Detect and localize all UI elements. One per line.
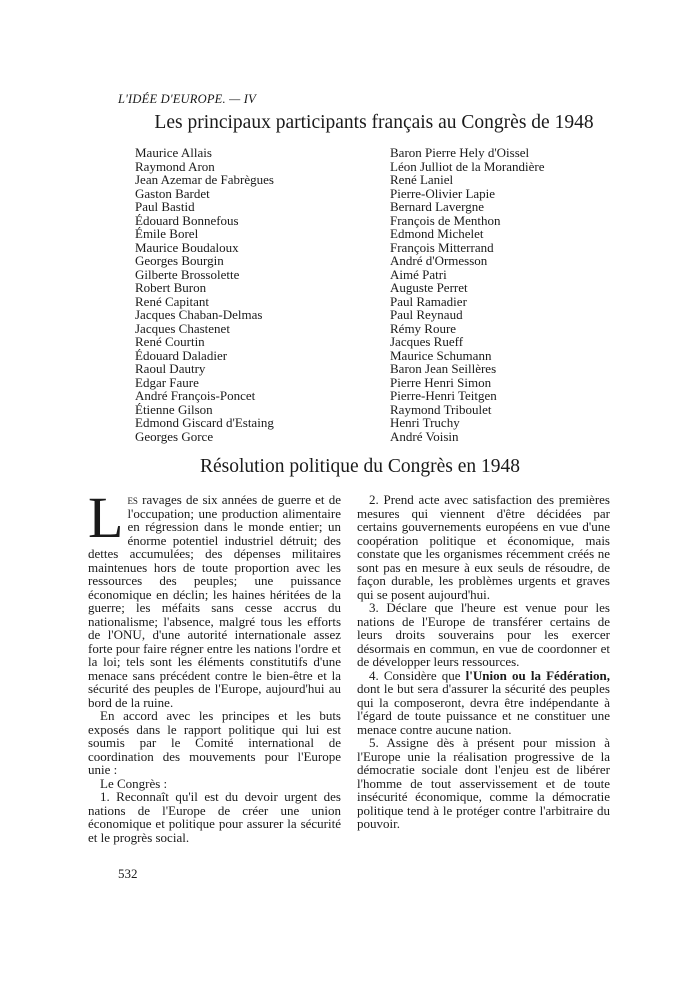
participant-name: Georges Bourgin (135, 253, 224, 268)
participant-name: Henri Truchy (390, 415, 460, 430)
participant-name: Gaston Bardet (135, 185, 210, 201)
participant-name: Pierre Henri Simon (390, 374, 492, 390)
participant-name: Baron Jean Seillères (390, 361, 497, 376)
participant-name: Gilberte Brossolette (135, 266, 240, 282)
participant-name: André Voisin (390, 428, 459, 444)
participant-name: Émile Borel (135, 226, 199, 241)
participant-name: René Capitant (135, 293, 210, 309)
participants-list-right (390, 146, 545, 443)
participant-name: Raymond Triboulet (390, 401, 492, 417)
resolution-paragraph (357, 669, 610, 737)
resolution-column-right (357, 493, 610, 831)
participant-name: Jacques Chaban-Delmas (135, 307, 263, 322)
paragraph-rest: dont le but sera d'assurer la sécurité des peuples qui la composeront, devra être indépendante à l'égard de toute puissance et ne constituer une menace contre aucune nation. (357, 681, 610, 737)
participant-name: Jacques Chastenet (135, 320, 230, 336)
participant-name: René Laniel (390, 172, 454, 187)
participant-name: Aimé Patri (390, 266, 447, 282)
resolution-paragraph: En accord avec les principes et les buts exposés dans le rapport politique qui lui est soumis par le Comité international de coordination des mouvements pour l'Europe unie : (88, 708, 341, 777)
resolution-paragraph: 1. Reconnaît qu'il est du devoir urgent des nations de l'Europe de créer une union économique et politique pour assurer la sécurité et le progrès social. (88, 789, 341, 845)
participant-name: Paul Reynaud (390, 307, 463, 322)
intro-text: ravages de six années de guerre et de l'occupation; une production alimentaire en régression dans le monde entier; un énorme potentiel industriel détruit; des dettes accumulées; des dépenses militaires maintenues hors de toute proportion avec les ressources des peuples; une puissance économique en déclin; les haines héritées de la guerre; les méfaits sans cesse accrus du nationalisme; l'absence, malgré tous les efforts de l'ONU, d'une autorité internationale assez forte pour faire régner entre les nations l'ordre et la loi; tels sont les éléments constitutifs d'une menace sans précédent contre le bien-être et la sécurité des peuples de l'Europe, aujourd'hui au bord de la ruine. (88, 492, 341, 710)
participant-name: Maurice Schumann (390, 347, 492, 363)
bold-phrase: l'Union ou la Fédération, (465, 667, 610, 683)
running-head: L'IDÉE D'EUROPE. — IV (118, 92, 256, 106)
participant-name: André d'Ormesson (390, 253, 488, 268)
participant-name: Bernard Lavergne (390, 199, 484, 214)
participants-list-left (135, 146, 274, 443)
participant-name: Maurice Boudaloux (135, 239, 239, 255)
participant-name: Étienne Gilson (135, 401, 213, 417)
participant-name: Maurice Allais (135, 145, 212, 160)
participant-name: Édouard Bonnefous (135, 212, 239, 228)
participant-name: Georges Gorce (135, 428, 214, 444)
paragraph-start: 4. Considère que (369, 667, 466, 683)
participant-name: Édouard Daladier (135, 347, 228, 363)
participants-title: Les principaux participants français au Congrès de 1948 (154, 112, 594, 133)
participant-name: Edmond Michelet (390, 226, 484, 241)
resolution-column-left (88, 485, 341, 845)
participant-name: Raoul Dautry (135, 361, 206, 376)
participant-name: André François-Poncet (135, 388, 256, 403)
resolution-paragraph: 3. Déclare que l'heure est venue pour les nations de l'Europe de transférer certains de leurs droits souverains pour les exercer désormais en commun, en vue de coordonner et de développer leurs ressources. (357, 600, 610, 669)
resolution-paragraph: 5. Assigne dès à présent pour mission à l'Europe unie la réalisation progressive de la démocratie sociale dont l'enjeu est de libérer l'homme de tout asservissement et de toute insécurité économique, comme la démocratie politique tend à le protéger contre l'arbitraire du pouvoir. (357, 735, 610, 831)
participant-name: Robert Buron (135, 280, 207, 295)
participant-name: Jean Azemar de Fabrègues (135, 172, 274, 187)
participant-name: Raymond Aron (135, 158, 215, 174)
participant-name: René Courtin (135, 334, 205, 349)
resolution-paragraph: Le Congrès : (100, 775, 168, 791)
participant-name: Edmond Giscard d'Estaing (135, 415, 274, 430)
page-number: 532 (118, 866, 138, 881)
participant-name: Jacques Rueff (390, 334, 464, 349)
intro-small-caps: es (127, 492, 138, 507)
drop-cap: L (88, 485, 124, 550)
participant-name: Baron Pierre Hely d'Oissel (390, 145, 530, 160)
participant-name: Rémy Roure (390, 320, 457, 336)
participant-name: Paul Bastid (135, 199, 195, 214)
resolution-paragraph: 2. Prend acte avec satisfaction des premières mesures qui viennent d'être décidées par certains gouvernements européens en vue d'une coopération politique et économique, mais constate que les organismes récemment créés ne sont pas en mesure à eux seuls de résoudre, de façon durable, les problèmes urgents et graves qui se posent aujourd'hui. (357, 492, 610, 602)
participant-name: Pierre-Olivier Lapie (390, 185, 496, 201)
participant-name: Pierre-Henri Teitgen (390, 388, 497, 403)
participant-name: Léon Julliot de la Morandière (390, 158, 545, 174)
participant-name: François Mitterrand (390, 239, 494, 255)
participant-name: Auguste Perret (390, 280, 468, 295)
resolution-intro-paragraph (88, 485, 341, 710)
participant-name: Edgar Faure (135, 374, 199, 390)
participant-name: Paul Ramadier (390, 293, 467, 309)
resolution-title: Résolution politique du Congrès en 1948 (199, 456, 521, 477)
participant-name: François de Menthon (390, 212, 501, 228)
